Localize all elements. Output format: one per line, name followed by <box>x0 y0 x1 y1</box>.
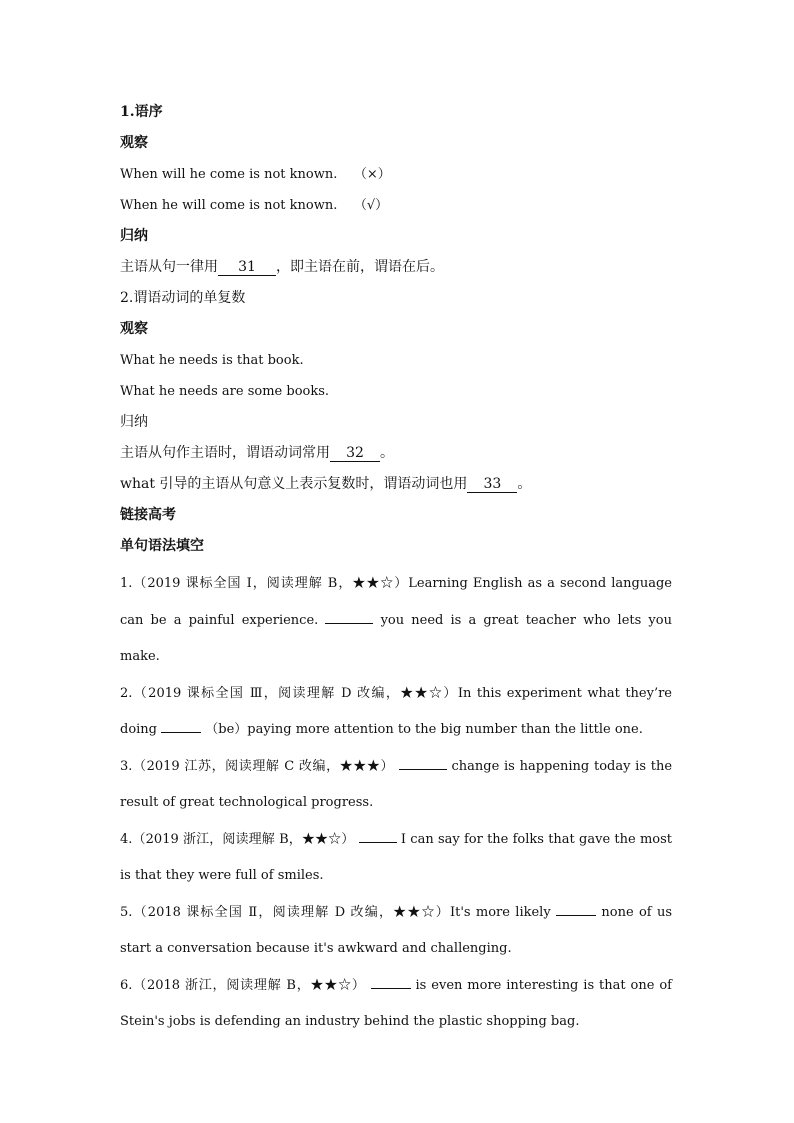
document-content <box>120 97 676 1041</box>
exercise-item-4 <box>120 822 672 895</box>
answer-blank[interactable] <box>556 902 596 916</box>
section-2-observe-label: 观察 <box>120 321 148 337</box>
answer-blank[interactable] <box>399 756 447 770</box>
exercise-prefix: 4.（2019 浙江，阅读理解 B，★★☆） <box>120 831 359 847</box>
exercise-suffix: is even more interesting is that one of Stein's jobs is defending an industry behind the plastic shopping bag. <box>120 977 672 1029</box>
section-2-rule-2 <box>120 469 676 500</box>
section-2-rule-1 <box>120 438 676 469</box>
right-mark: （√） <box>353 198 389 213</box>
answer-blank[interactable] <box>359 829 397 843</box>
answer-blank[interactable] <box>325 610 373 624</box>
rule-text-end: 。 <box>517 476 532 492</box>
section-1-observe-label: 观察 <box>120 135 148 151</box>
section-2-summary-label: 归纳 <box>120 414 148 430</box>
rule-text-end: 。 <box>380 445 394 461</box>
exercise-suffix: （be）paying more attention to the big number than the little one. <box>201 722 643 737</box>
exercise-item-2 <box>120 676 672 749</box>
exercise-item-3 <box>120 749 672 822</box>
exercise-item-5 <box>120 895 672 968</box>
exercise-item-1 <box>120 566 672 676</box>
section-1-example-wrong <box>120 159 676 190</box>
exercise-item-6 <box>120 968 672 1041</box>
exercise-prefix: 5.（2018 课标全国 Ⅱ，阅读理解 D 改编，★★☆）It's more likely <box>120 904 557 920</box>
rule-text-end: ，即主语在前，谓语在后。 <box>276 259 444 275</box>
section-1-example-right <box>120 190 676 221</box>
section-2-example-2: What he needs are some books. <box>120 384 330 399</box>
section-1-summary-label: 归纳 <box>120 228 148 244</box>
exercise-prefix: 1.（2019 课标全国 I，阅读理解 B，★★☆）Learning English as a second language can be a painful experience. <box>120 576 672 628</box>
blank-32: 32 <box>330 446 380 462</box>
exercise-suffix: change is happening today is the result of great technological progress. <box>120 758 673 810</box>
rule-text: 主语从句作主语时，谓语动词常用 <box>120 445 330 461</box>
answer-blank[interactable] <box>161 719 201 733</box>
section-2-title: 2.谓语动词的单复数 <box>120 290 246 306</box>
exercise-prefix: 3.（2019 江苏，阅读理解 C 改编，★★★） <box>120 758 399 774</box>
exercise-prefix: 6.（2018 浙江，阅读理解 B，★★☆） <box>120 977 371 993</box>
rule-text: what 引导的主语从句意义上表示复数时，谓语动词也用 <box>120 476 468 492</box>
exercise-suffix: I can say for the folks that gave the most is that they were full of smiles. <box>120 831 672 883</box>
exercise-prefix: 2.（2019 课标全国 Ⅲ，阅读理解 D 改编，★★☆）In this experiment what they’re doing <box>120 685 672 737</box>
answer-blank[interactable] <box>371 975 411 989</box>
blank-33: 33 <box>467 477 517 493</box>
section-1-rule <box>120 252 676 283</box>
section-1-title: 1.语序 <box>120 104 163 120</box>
blank-31: 31 <box>218 260 276 276</box>
exercise-suffix: none of us start a conversation because it's awkward and challenging. <box>120 904 672 956</box>
wrong-mark: （×） <box>353 167 391 182</box>
link-title: 链接高考 <box>120 507 176 523</box>
example-wrong-text: When will he come is not known. <box>120 167 338 182</box>
exercise-suffix: you need is a great teacher who lets you make. <box>120 612 672 664</box>
example-right-text: When he will come is not known. <box>120 198 338 213</box>
rule-text: 主语从句一律用 <box>120 259 218 275</box>
link-subtitle: 单句语法填空 <box>120 538 204 554</box>
section-2-example-1: What he needs is that book. <box>120 353 304 368</box>
exercise-list <box>120 566 676 1041</box>
